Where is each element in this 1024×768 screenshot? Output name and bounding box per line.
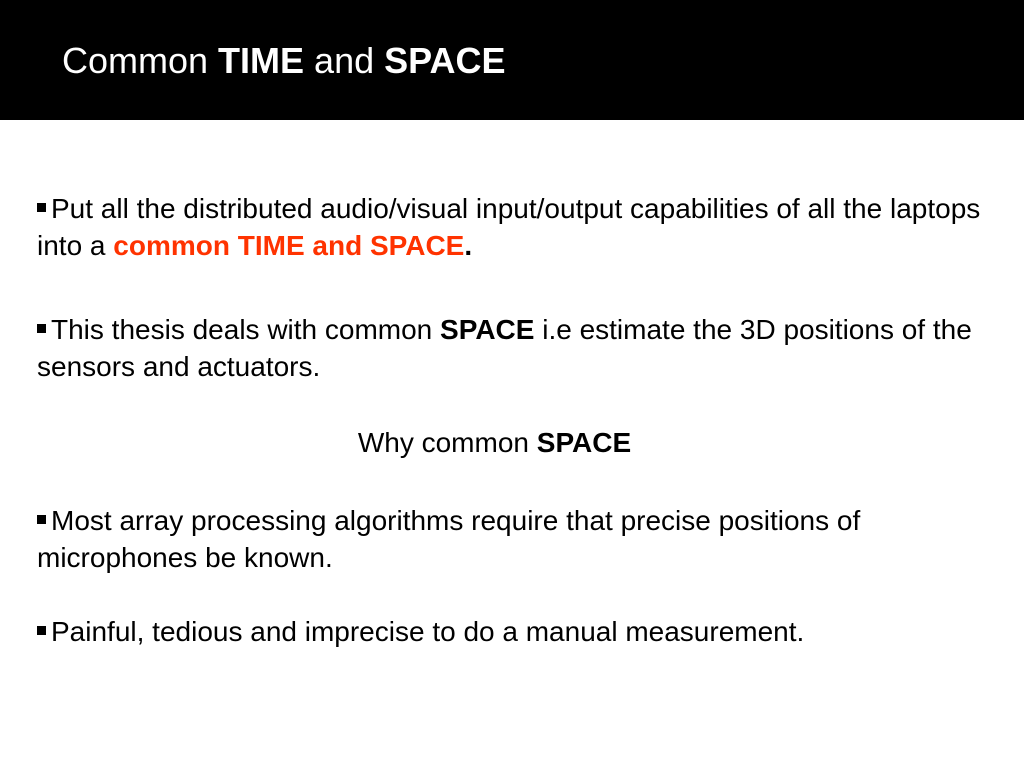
bullet-1-after: . — [464, 230, 473, 261]
bullet-3 — [37, 502, 987, 576]
square-bullet-icon — [37, 203, 46, 212]
bullet-1 — [37, 190, 987, 264]
bullet-1-highlight: common TIME and SPACE — [113, 230, 465, 261]
bullet-2-bold: SPACE — [440, 314, 535, 345]
subheading — [0, 424, 1024, 461]
square-bullet-icon — [37, 515, 46, 524]
title-mid: and — [304, 40, 385, 81]
bullet-1-text: Put all the distributed audio/visual input/output capabilities of all the laptops into a — [37, 193, 981, 261]
slide-title — [62, 39, 505, 83]
bullet-4 — [37, 613, 987, 650]
bullet-2 — [37, 311, 987, 385]
square-bullet-icon — [37, 324, 46, 333]
title-time: TIME — [218, 40, 305, 81]
title-prefix: Common — [62, 40, 219, 81]
square-bullet-icon — [37, 626, 46, 635]
subheading-prefix: Why common — [357, 427, 537, 458]
bullet-4-text: Painful, tedious and imprecise to do a manual measurement. — [51, 616, 805, 647]
bullet-2-text: This thesis deals with common — [51, 314, 441, 345]
title-space: SPACE — [384, 40, 506, 81]
bullet-2-after: i.e estimate the 3D positions of the sensors and actuators. — [37, 314, 972, 382]
bullet-3-text: Most array processing algorithms require that precise positions of microphones be known. — [37, 505, 861, 573]
title-bar — [0, 0, 1024, 120]
subheading-bold: SPACE — [536, 427, 632, 458]
